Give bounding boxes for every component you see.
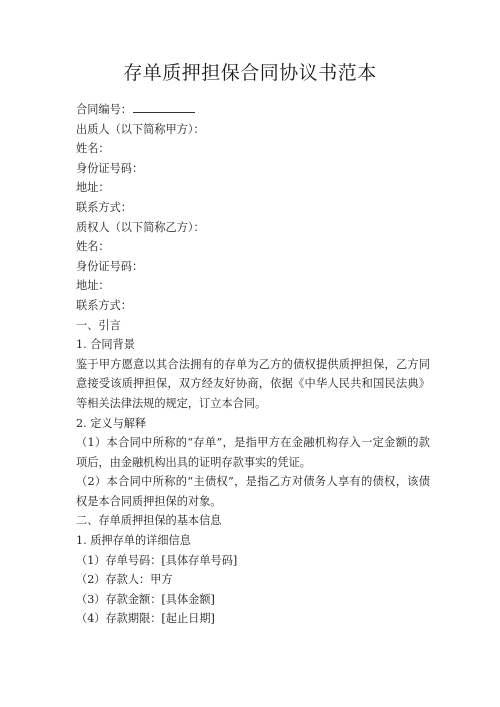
section1-sub1-paragraph: 鉴于甲方愿意以其合法拥有的存单为乙方的债权提供质押担保，乙方同意接受该质押担保，双方经友好协商，依据《中华人民共和国民法典》等相关法律法规的规定，订立本合同。 <box>76 357 430 410</box>
pledgor-address: 地址： <box>76 181 110 195</box>
contract-number-label: 合同编号： <box>76 103 132 116</box>
section2-item3: （3）存款金额：[具体金额] <box>76 592 215 606</box>
pledgee-contact: 联系方式： <box>76 298 132 312</box>
pledgee-address: 地址： <box>76 279 110 293</box>
pledgee-heading: 质权人（以下简称乙方）： <box>76 220 205 234</box>
section2-item1: （1）存单号码：[具体存单号码] <box>76 553 238 567</box>
pledgor-id-number: 身份证号码： <box>76 161 144 175</box>
section1-sub2-heading: 2. 定义与解释 <box>76 416 147 430</box>
section2-heading: 二、存单质押担保的基本信息 <box>76 514 222 528</box>
section1-heading: 一、引言 <box>76 318 121 332</box>
section1-sub1-heading: 1. 合同背景 <box>76 338 135 352</box>
section2-sub1-heading: 1. 质押存单的详细信息 <box>76 534 191 548</box>
pledgor-name: 姓名： <box>76 142 110 156</box>
document-title: 存单质押担保合同协议书范本 <box>123 62 377 84</box>
section2-item4: （4）存款期限：[起止日期] <box>76 612 215 626</box>
contract-number-line <box>76 100 430 120</box>
section2-item2: （2）存款人：甲方 <box>76 573 173 587</box>
section1-sub2-item2: （2）本合同中所称的“主债权”，是指乙方对债务人享有的债权，该债权是本合同质押担保的对象。 <box>76 475 430 508</box>
pledgor-heading: 出质人（以下简称甲方）： <box>76 122 205 136</box>
pledgee-name: 姓名： <box>76 240 110 254</box>
pledgee-id-number: 身份证号码： <box>76 259 144 273</box>
document-body <box>76 100 430 629</box>
section1-sub2-item1: （1）本合同中所称的“存单”，是指甲方在金融机构存入一定金额的款项后，由金融机构出具的证明存款事实的凭证。 <box>76 436 430 469</box>
contract-number-blank <box>133 102 195 113</box>
pledgor-contact: 联系方式： <box>76 200 132 214</box>
